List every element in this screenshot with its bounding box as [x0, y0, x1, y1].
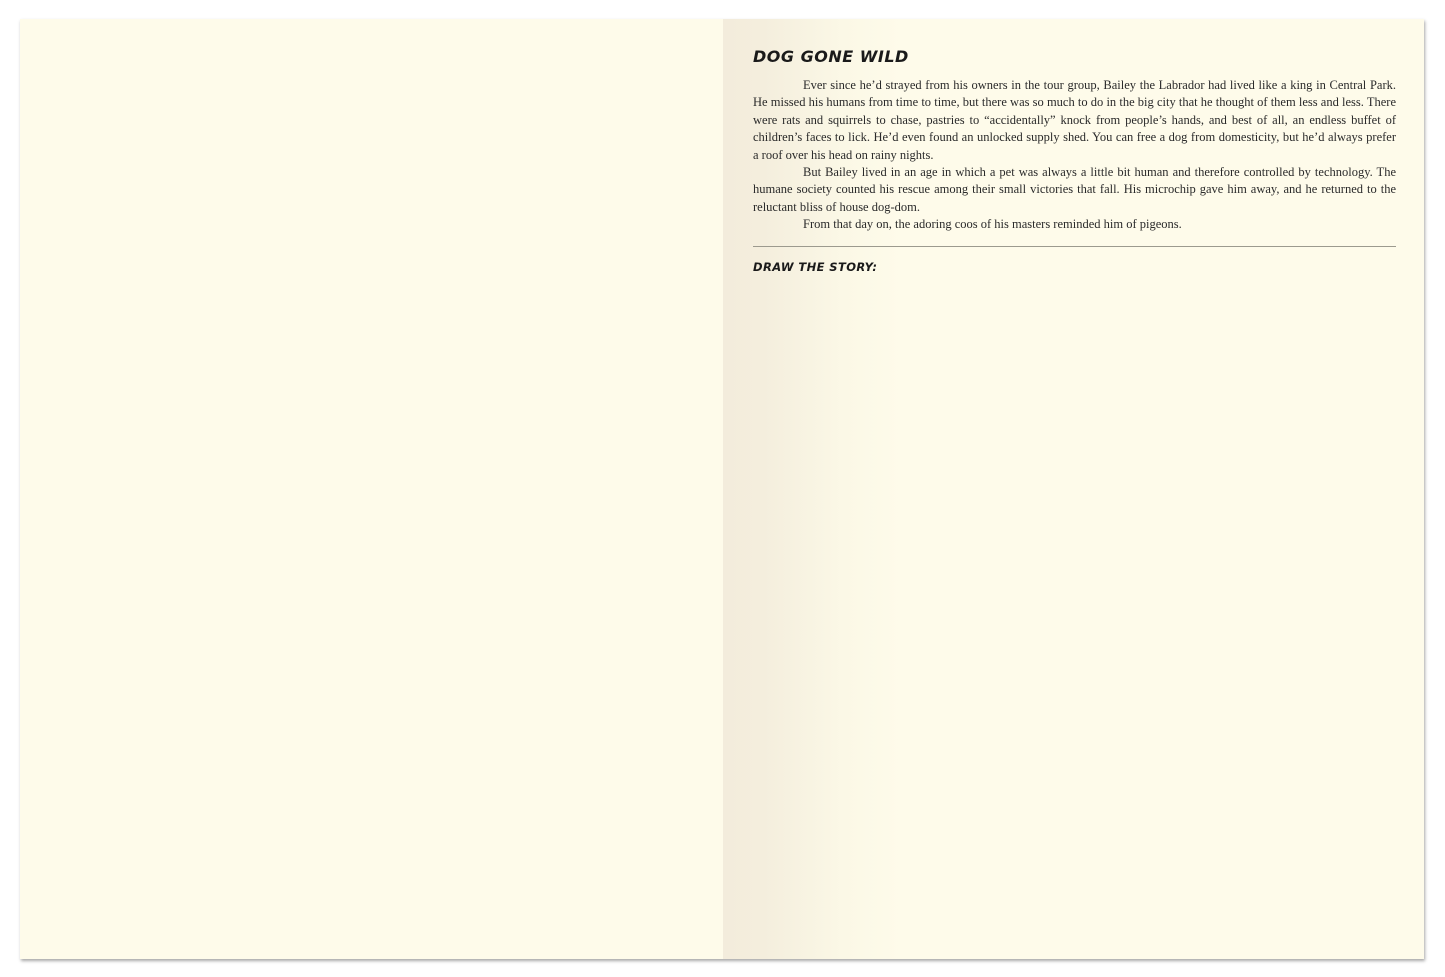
left-page-blank: [20, 19, 723, 959]
divider-rule: [753, 246, 1396, 247]
story-body: [753, 77, 1396, 234]
story-paragraph-1: Ever since he’d strayed from his owners in the tour group, Bailey the Labrador had lived like a king in Central Park. He missed his humans from time to time, but there was so much to do in the big city that he thought of them less and less. There were rats and squirrels to chase, pastries to “accidentally” knock from people’s hands, and best of all, an endless buffet of children’s faces to lick. He’d even found an unlocked supply shed. You can free a dog from domesticity, but he’d always prefer a roof over his head on rainy nights.: [753, 78, 1396, 162]
book-spread: [20, 19, 1424, 959]
story-paragraph-3: From that day on, the adoring coos of his masters reminded him of pigeons.: [803, 217, 1182, 232]
draw-the-story-label: DRAW THE STORY:: [753, 259, 878, 274]
drawing-area[interactable]: [753, 281, 1396, 931]
story-paragraph-2: But Bailey lived in an age in which a pet was always a little bit human and therefore controlled by technology. The humane society counted his rescue among their small victories that fall. His microchip gave him away, and he returned to the reluctant bliss of house dog-dom.: [753, 165, 1396, 214]
story-content: [753, 47, 1396, 275]
story-title: DOG GONE WILD: [753, 47, 909, 66]
right-page: [723, 19, 1424, 959]
